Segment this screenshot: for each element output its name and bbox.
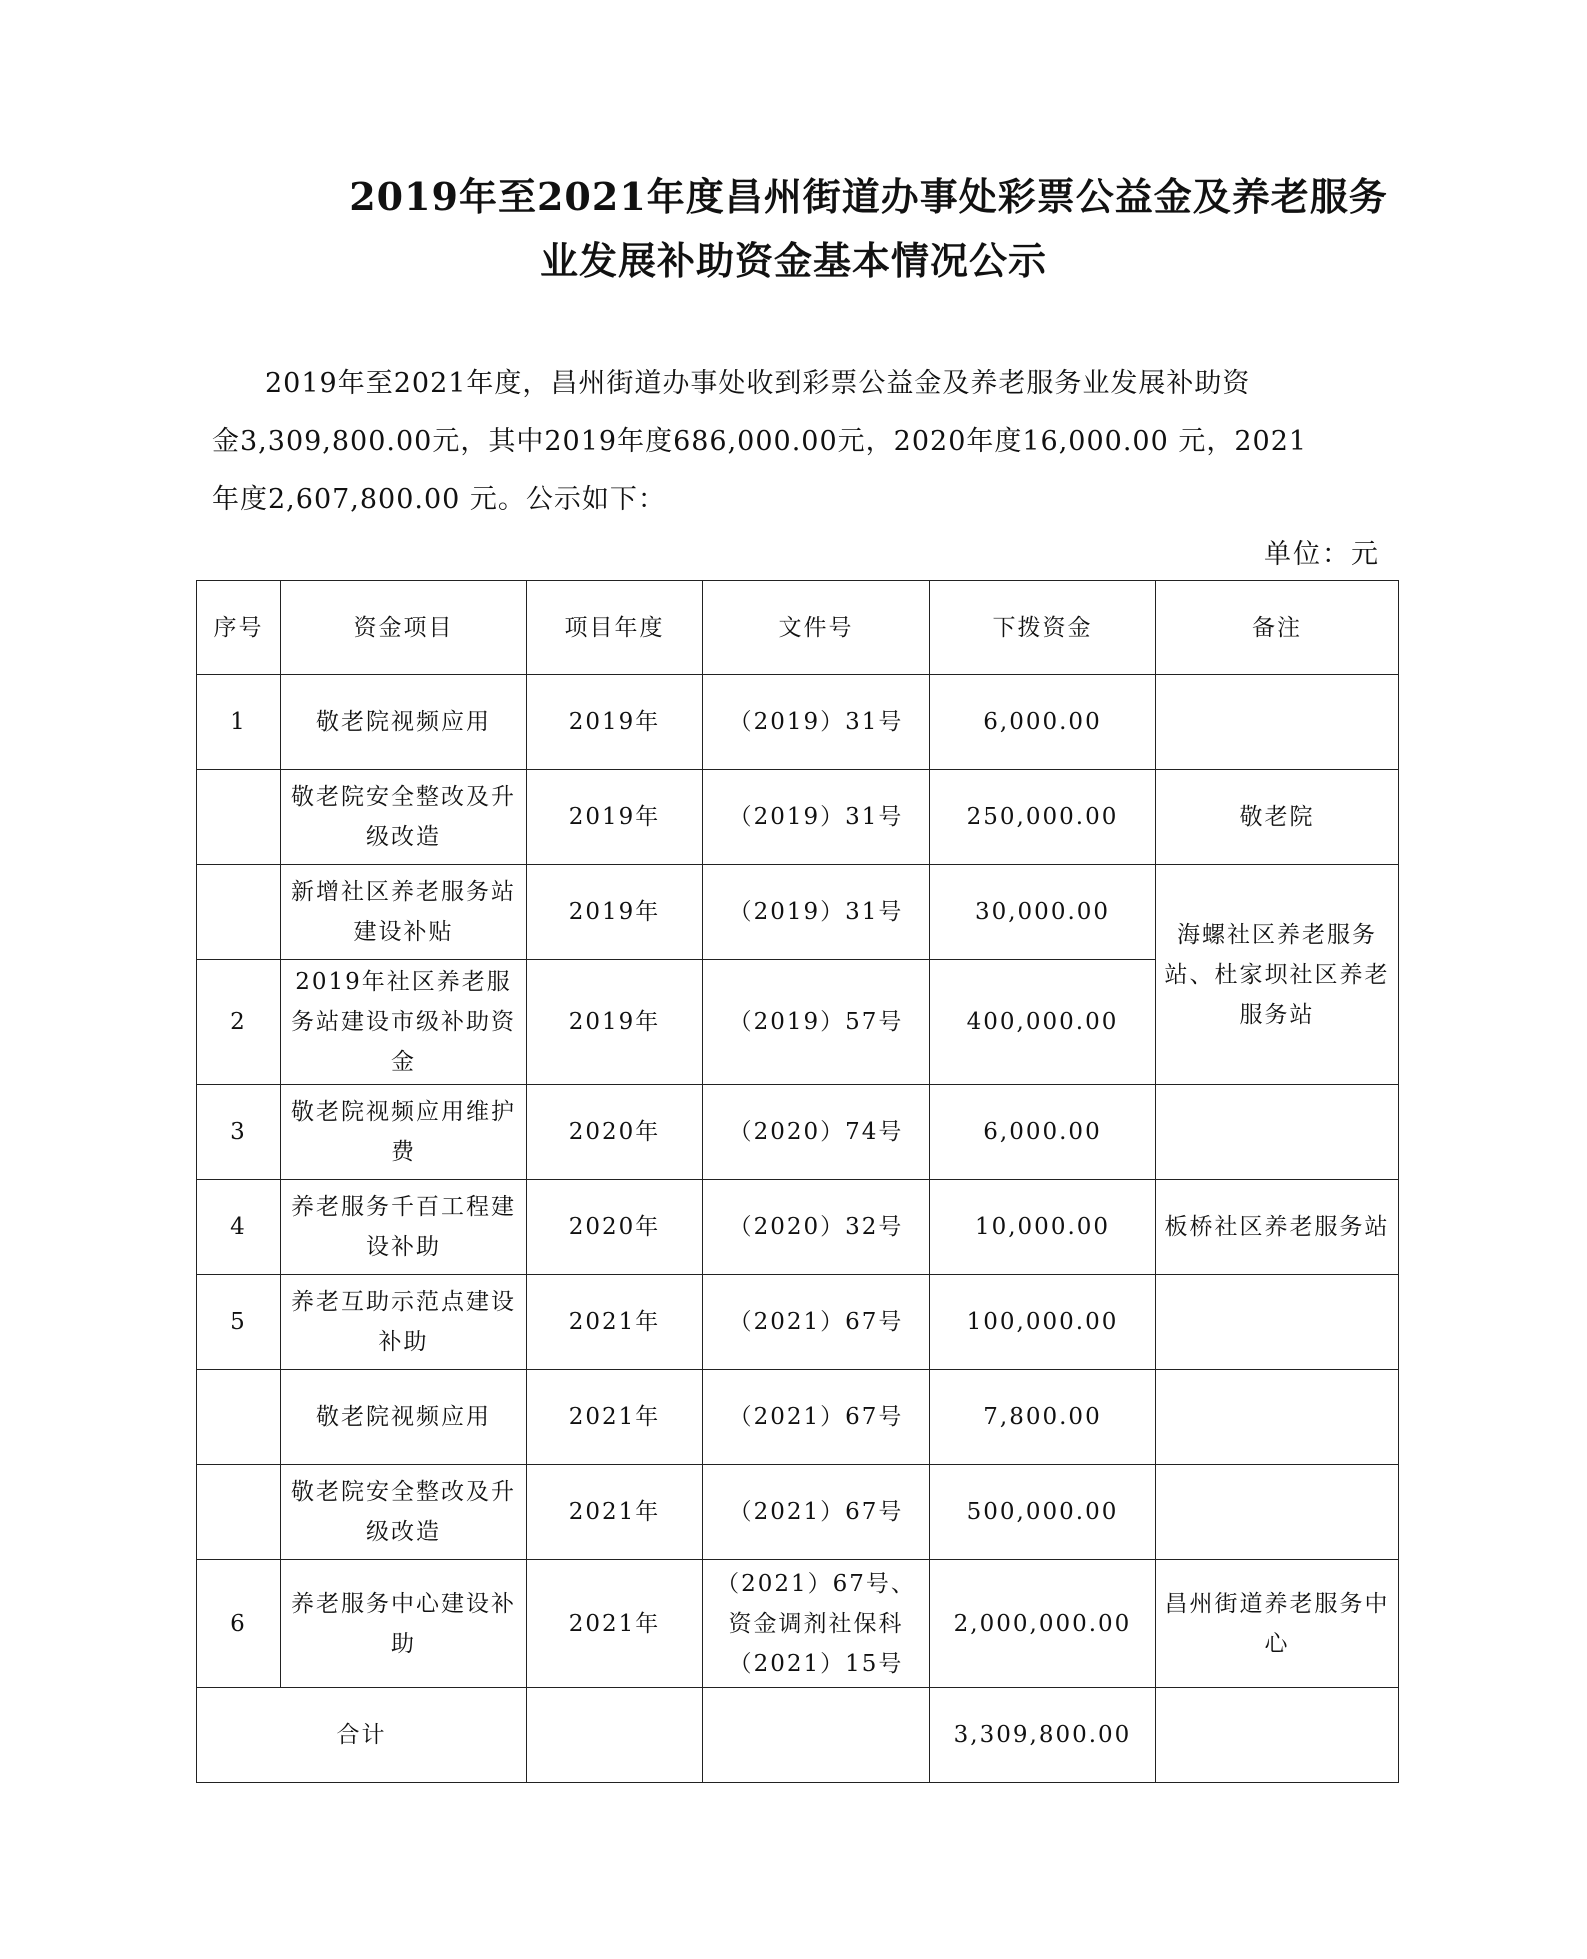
row-year: 2021年 — [527, 1370, 703, 1465]
funds-table — [196, 580, 1399, 1783]
row-note — [1156, 1465, 1399, 1560]
row-no: 1 — [197, 675, 281, 770]
page-title-line-1: 2019年至2021年度昌州街道办事处彩票公益金及养老服务 — [349, 174, 1388, 219]
row-no — [197, 770, 281, 865]
row-note — [1156, 675, 1399, 770]
row-item: 2019年社区养老服务站建设市级补助资金 — [281, 960, 527, 1085]
row-note — [1156, 1370, 1399, 1465]
total-doc — [703, 1688, 930, 1783]
header-amount: 下拨资金 — [930, 581, 1156, 675]
row-item: 敬老院安全整改及升级改造 — [281, 770, 527, 865]
row-amount: 30,000.00 — [930, 865, 1156, 960]
row-year: 2019年 — [527, 675, 703, 770]
row-year: 2021年 — [527, 1275, 703, 1370]
row-amount: 6,000.00 — [930, 1085, 1156, 1180]
table-row — [197, 1085, 1399, 1180]
row-amount: 7,800.00 — [930, 1370, 1156, 1465]
row-note — [1156, 1085, 1399, 1180]
total-amount: 3,309,800.00 — [930, 1688, 1156, 1783]
header-no: 序号 — [197, 581, 281, 675]
row-note: 敬老院 — [1156, 770, 1399, 865]
row-amount: 10,000.00 — [930, 1180, 1156, 1275]
row-item: 敬老院视频应用维护费 — [281, 1085, 527, 1180]
row-doc: （2021）67号 — [703, 1465, 930, 1560]
row-year: 2020年 — [527, 1085, 703, 1180]
row-no — [197, 865, 281, 960]
row-no — [197, 1465, 281, 1560]
intro-line-3: 年度2,607,800.00 元。公示如下： — [212, 484, 666, 515]
row-doc: （2019）31号 — [703, 865, 930, 960]
header-year: 项目年度 — [527, 581, 703, 675]
row-no — [197, 1370, 281, 1465]
row-note: 海螺社区养老服务站、杜家坝社区养老服务站 — [1156, 865, 1399, 1085]
table-row — [197, 1180, 1399, 1275]
total-year — [527, 1688, 703, 1783]
row-no: 4 — [197, 1180, 281, 1275]
intro-line-2: 金3,309,800.00元，其中2019年度686,000.00元，2020年度16,000.00 元，2021 — [212, 426, 1308, 457]
row-item: 新增社区养老服务站建设补贴 — [281, 865, 527, 960]
row-note — [1156, 1275, 1399, 1370]
row-year: 2021年 — [527, 1560, 703, 1688]
table-header-row — [197, 581, 1399, 675]
row-item: 敬老院视频应用 — [281, 1370, 527, 1465]
row-doc: （2021）67号、资金调剂社保科（2021）15号 — [703, 1560, 930, 1688]
total-note — [1156, 1688, 1399, 1783]
row-amount: 400,000.00 — [930, 960, 1156, 1085]
row-doc: （2020）32号 — [703, 1180, 930, 1275]
total-label: 合计 — [197, 1688, 527, 1783]
row-item: 养老服务中心建设补助 — [281, 1560, 527, 1688]
row-amount: 6,000.00 — [930, 675, 1156, 770]
row-no: 6 — [197, 1560, 281, 1688]
row-item: 敬老院安全整改及升级改造 — [281, 1465, 527, 1560]
row-no: 2 — [197, 960, 281, 1085]
row-amount: 500,000.00 — [930, 1465, 1156, 1560]
table-row — [197, 770, 1399, 865]
table-total-row — [197, 1688, 1399, 1783]
unit-label: 单位：元 — [1264, 539, 1380, 570]
row-no: 5 — [197, 1275, 281, 1370]
row-doc: （2019）57号 — [703, 960, 930, 1085]
row-item: 养老服务千百工程建设补助 — [281, 1180, 527, 1275]
table-row — [197, 1275, 1399, 1370]
header-doc: 文件号 — [703, 581, 930, 675]
table-row — [197, 675, 1399, 770]
row-item: 养老互助示范点建设补助 — [281, 1275, 527, 1370]
header-item: 资金项目 — [281, 581, 527, 675]
row-amount: 2,000,000.00 — [930, 1560, 1156, 1688]
table-row — [197, 1370, 1399, 1465]
table-row — [197, 1465, 1399, 1560]
row-doc: （2019）31号 — [703, 675, 930, 770]
intro-line-1: 2019年至2021年度，昌州街道办事处收到彩票公益金及养老服务业发展补助资 — [265, 368, 1251, 399]
row-doc: （2021）67号 — [703, 1370, 930, 1465]
header-note: 备注 — [1156, 581, 1399, 675]
row-year: 2019年 — [527, 770, 703, 865]
table-row — [197, 1560, 1399, 1688]
row-item: 敬老院视频应用 — [281, 675, 527, 770]
row-note: 昌州街道养老服务中心 — [1156, 1560, 1399, 1688]
row-doc: （2020）74号 — [703, 1085, 930, 1180]
row-year: 2021年 — [527, 1465, 703, 1560]
row-year: 2020年 — [527, 1180, 703, 1275]
row-doc: （2021）67号 — [703, 1275, 930, 1370]
row-doc: （2019）31号 — [703, 770, 930, 865]
row-amount: 250,000.00 — [930, 770, 1156, 865]
table-row — [197, 865, 1399, 960]
row-year: 2019年 — [527, 960, 703, 1085]
row-year: 2019年 — [527, 865, 703, 960]
row-note: 板桥社区养老服务站 — [1156, 1180, 1399, 1275]
row-amount: 100,000.00 — [930, 1275, 1156, 1370]
page-title-line-2: 业发展补助资金基本情况公示 — [539, 238, 1047, 283]
row-no: 3 — [197, 1085, 281, 1180]
